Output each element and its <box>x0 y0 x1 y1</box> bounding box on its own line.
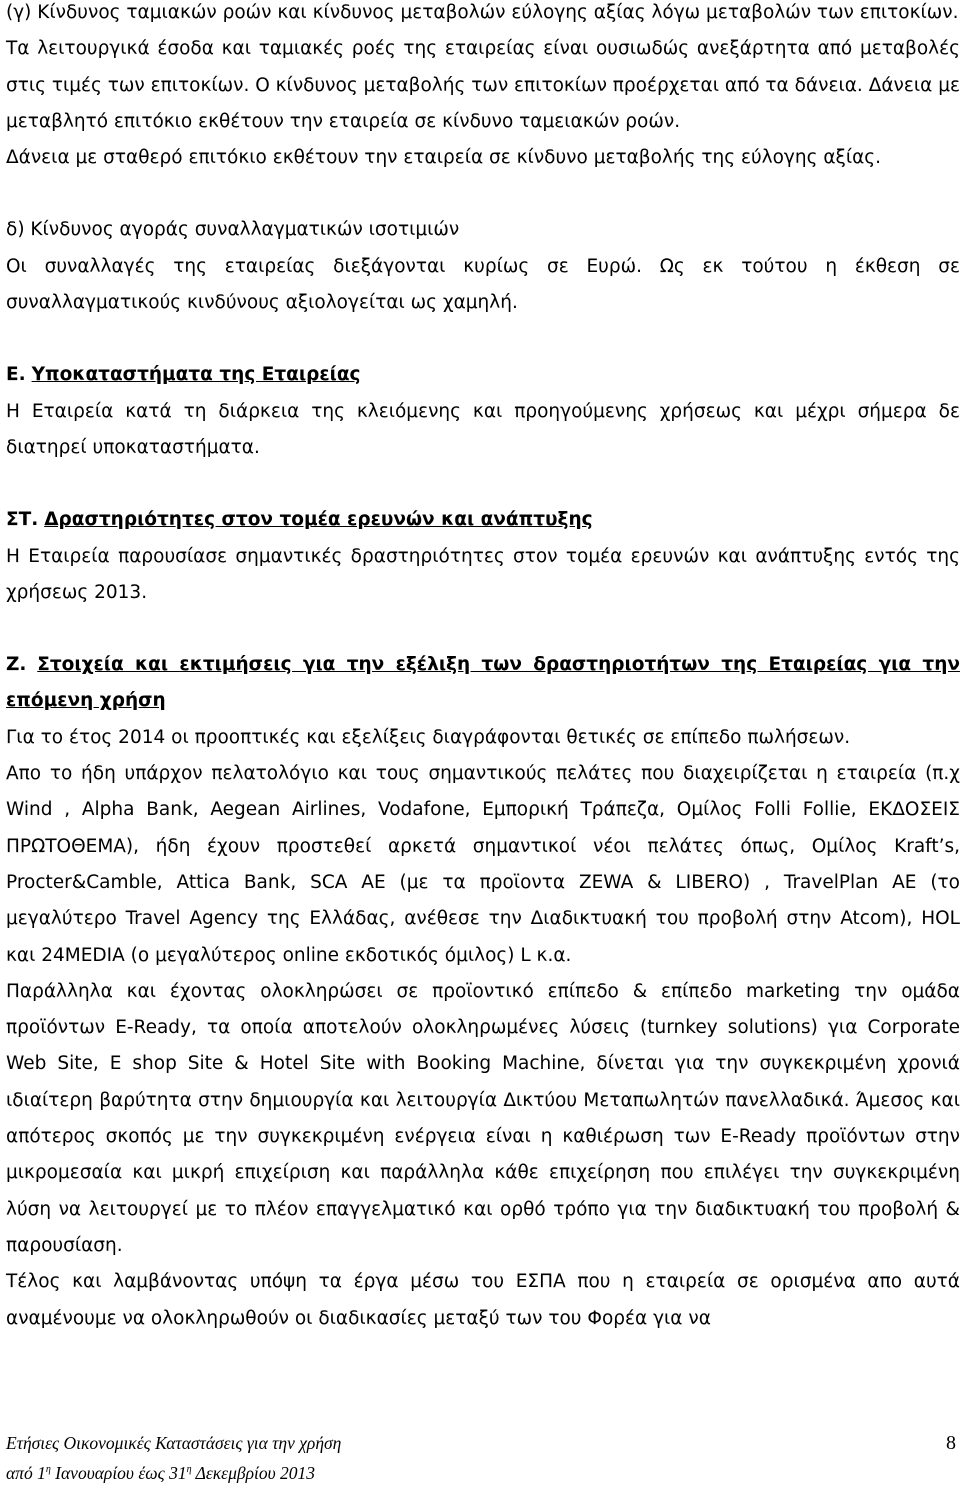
risk-g-paragraph <box>6 31 960 140</box>
document-body <box>6 0 960 1337</box>
section-z-title: Στοιχεία και εκτιμήσεις για την εξέλιξη των δραστηριοτήτων της Εταιρείας για την επόμενη χρήση <box>6 654 960 712</box>
section-z-paragraph-2: Απο το ήδη υπάρχον πελατολόγιο και τους σημαντικούς πελάτες που διαχειρίζεται η εταιρεία (π.χ Wind , Alpha Bank, Aegean Airlines, Vodafone, Εμπορική Τράπεζα, Ομίλος Folli Follie, ΕΚΔΟΣΕΙΣ ΠΡΩΤΟΘΕΜΑ), ήδη έχουν προστεθεί αρκετά σημαντικοί νέοι πελάτες όπως, Ομίλος Kraft’s, Procter&Camble, Attica Bank, SCA AE (με τα προϊοντα ZEWA & LIBERO) , TravelPlan AE (το μεγαλύτερο Travel Agency της Ελλάδας, ανέθεσε την Διαδικτυακή του προβολή στην Atcom), HOL και 24MEDIA (ο μεγαλύτερος online εκδοτικός όμιλος) L κ.α. <box>6 763 960 966</box>
footer-title: Ετήσιες Οικονομικές Καταστάσεις για την χρήση <box>6 1433 342 1453</box>
section-st-heading <box>6 502 960 538</box>
section-st-title: Δραστηριότητες στον τομέα ερευνών και ανάπτυξης <box>44 509 593 531</box>
page-number: 8 <box>946 1432 956 1454</box>
risk-d-text: Οι συναλλαγές της εταιρείας διεξάγονται κυρίως σε Ευρώ. Ως εκ τούτου η έκθεση σε συναλλαγματικούς κινδύνους αξιολογείται ως χαμηλή. <box>6 255 960 314</box>
footer-period: από $1^\eta$ Ιανουαρίου έως $31^\eta$ Δεκεμβρίου 2013 <box>6 1463 315 1483</box>
section-e-heading <box>6 357 960 393</box>
risk-g-heading: (γ) Κίνδυνος ταμιακών ροών και κίνδυνος μεταβολών εύλογης αξίας λόγω μεταβολών των επιτοκίων. <box>6 2 959 23</box>
risk-g-fixed-rate-text: Δάνεια με σταθερό επιτόκιο εκθέτουν την εταιρεία σε κίνδυνο μεταβολής της εύλογης αξίας. <box>6 147 882 169</box>
section-z-label: Ζ. <box>6 654 27 676</box>
section-z-paragraph-4: Τέλος και λαμβάνοντας υπόψη τα έργα μέσω του ΕΣΠΑ που η εταιρεία σε ορισμένα απο αυτά αναμένουμε να ολοκληρωθούν οι διαδικασίες μεταξύ των του Φορέα για να <box>6 1271 960 1329</box>
risk-g-text: Τα λειτουργικά έσοδα και ταμιακές ροές της εταιρείας είναι ουσιωδώς ανεξάρτητα από μεταβολές στις τιμές των επιτοκίων. Ο κίνδυνος μεταβολής των επιτοκίων προέρχεται από τα δάνεια. <box>6 38 960 96</box>
section-e-title: Υποκαταστήματα της Εταιρείας <box>31 364 361 386</box>
section-st-text: Η Εταιρεία παρουσίασε σημαντικές δραστηριότητες στον τομέα ερευνών και ανάπτυξης εντός της χρήσεως 2013. <box>6 545 960 603</box>
risk-g-variable-rate-text: Δάνεια με μεταβλητό επιτόκιο εκθέτουν την εταιρεία σε κίνδυνο ταμειακών ροών. <box>6 74 960 132</box>
section-e-text: Η Εταιρεία κατά τη διάρκεια της κλειόμενης και προηγούμενης χρήσεως και μέχρι σήμερα δε διατηρεί υποκαταστήματα. <box>6 400 960 458</box>
section-z-paragraph-3: Παράλληλα και έχοντας ολοκληρώσει σε προϊοντικό επίπεδο & επίπεδο marketing την ομάδα προϊόντων E-Ready, τα οποία αποτελούν ολοκληρωμένες λύσεις (turnkey solutions) για Corporate Web Site, E shop Site & Hotel Site with Booking Machine, δίνεται για την συγκεκριμένη χρονιά ιδιαίτερη βαρύτητα στην δημιουργία και λειτουργία Δικτύου Μεταπωλητών πανελλαδικά. Άμεσος και απότερος σκοπός με την συγκεκριμένη ενέργεια είναι η καθιέρωση των E-Ready προϊόντων στην μικρομεσαία και μικρή επιχείριση και παράλληλα κάθε επιχείρηση που επιλέγει την συγκεκριμένη λύση να λειτουργεί με το πλέον επαγγελματικό και ορθό τρόπο για την διαδικτυακή του προβολή & παρουσίαση. <box>6 980 960 1256</box>
section-z-heading <box>6 647 960 720</box>
risk-d-heading: δ) Κίνδυνος αγοράς συναλλαγματικών ισοτιμιών <box>6 219 460 241</box>
section-z-paragraph-1: Για το έτος 2014 οι προοπτικές και εξελίξεις διαγράφονται θετικές σε επίπεδο πωλήσεων. <box>6 726 851 748</box>
page-footer <box>6 1428 956 1488</box>
section-st-label: ΣΤ. <box>6 509 39 531</box>
section-e-label: Ε. <box>6 364 26 386</box>
